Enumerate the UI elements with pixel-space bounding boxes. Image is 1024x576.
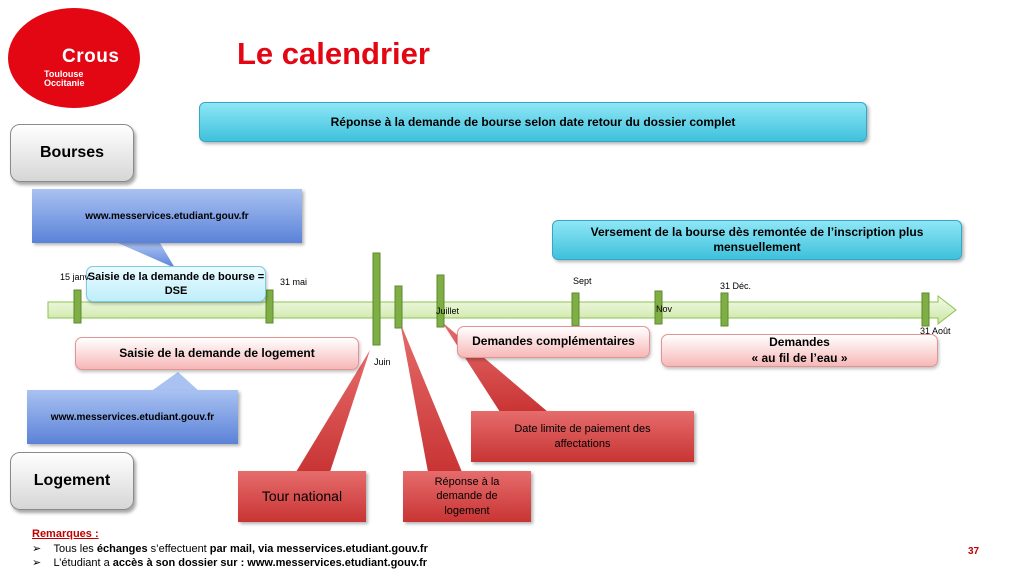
label-sept: Sept [573, 276, 592, 286]
label-31-mai: 31 mai [280, 277, 308, 287]
remark-2-pre: L’étudiant a [53, 557, 113, 569]
remarks-title: Remarques : [32, 528, 99, 540]
logement-url-callout: www.messervices.etudiant.gouv.fr [27, 390, 238, 444]
demandes-fil-eau-line-1: Demandes [769, 334, 830, 349]
versement-box: Versement de la bourse dès remontée de l’inscription plus mensuellement [552, 220, 962, 260]
logo-subtitle-1: Toulouse [44, 69, 84, 79]
bullet-arrow-icon: ➢ [32, 557, 42, 569]
logo-name: Crous [62, 46, 120, 67]
milestone-15-jan [74, 290, 81, 323]
reponse-logement-callout: Réponse à la demande de logement [403, 471, 531, 522]
bourse-url-callout-tail [118, 243, 175, 268]
milestone-juillet [437, 275, 444, 327]
bourses-section-label: Bourses [10, 124, 134, 182]
date-limite-callout: Date limite de paiement des affectations [471, 411, 694, 462]
label-juillet: Juillet [436, 306, 460, 316]
saisie-dse-box: Saisie de la demande de bourse = DSE [86, 266, 266, 302]
remark-2-bold-1: accès à son dossier sur : www.messervices.etudiant.gouv.fr [112, 557, 428, 569]
demandes-fil-eau-box [661, 334, 938, 367]
label-31-aout: 31 Août [920, 326, 951, 336]
label-nov: Nov [656, 304, 673, 314]
milestone-juin [373, 253, 380, 345]
milestone-juin-2 [395, 286, 402, 328]
reponse-logement-callout-tail [400, 322, 462, 472]
milestone-31-aout [922, 293, 929, 326]
demandes-fil-eau-line-2: « au fil de l’eau » [751, 350, 848, 365]
remark-1-pre: Tous les [53, 543, 97, 555]
milestone-sept [572, 293, 579, 326]
bourse-url-callout: www.messervices.etudiant.gouv.fr [32, 189, 302, 243]
remark-1-bold-1: échanges [96, 543, 148, 555]
page-title: Le calendrier [237, 36, 430, 71]
demandes-complementaires-box: Demandes complémentaires [457, 326, 650, 358]
milestone-31-dec [721, 293, 728, 326]
tour-national-callout: Tour national [238, 471, 366, 522]
remark-line-1 [32, 542, 428, 555]
bullet-arrow-icon: ➢ [32, 543, 42, 555]
remark-1-mid: s’effectuent [147, 543, 210, 555]
logement-url-callout-tail [150, 372, 200, 392]
saisie-logement-box: Saisie de la demande de logement [75, 337, 359, 370]
remark-line-2 [32, 556, 427, 569]
page-number: 37 [968, 546, 980, 557]
label-15-jan: 15 janv [60, 272, 90, 282]
logement-section-label: Logement [10, 452, 134, 510]
reponse-bourse-box: Réponse à la demande de bourse selon date retour du dossier complet [199, 102, 867, 142]
label-juin: Juin [374, 357, 391, 367]
milestone-31-mai [266, 290, 273, 323]
remark-1-bold-2: par mail, via messervices.etudiant.gouv.fr [209, 543, 428, 555]
logo-subtitle-2: Occitanie [44, 78, 85, 88]
label-31-dec: 31 Déc. [720, 281, 752, 291]
